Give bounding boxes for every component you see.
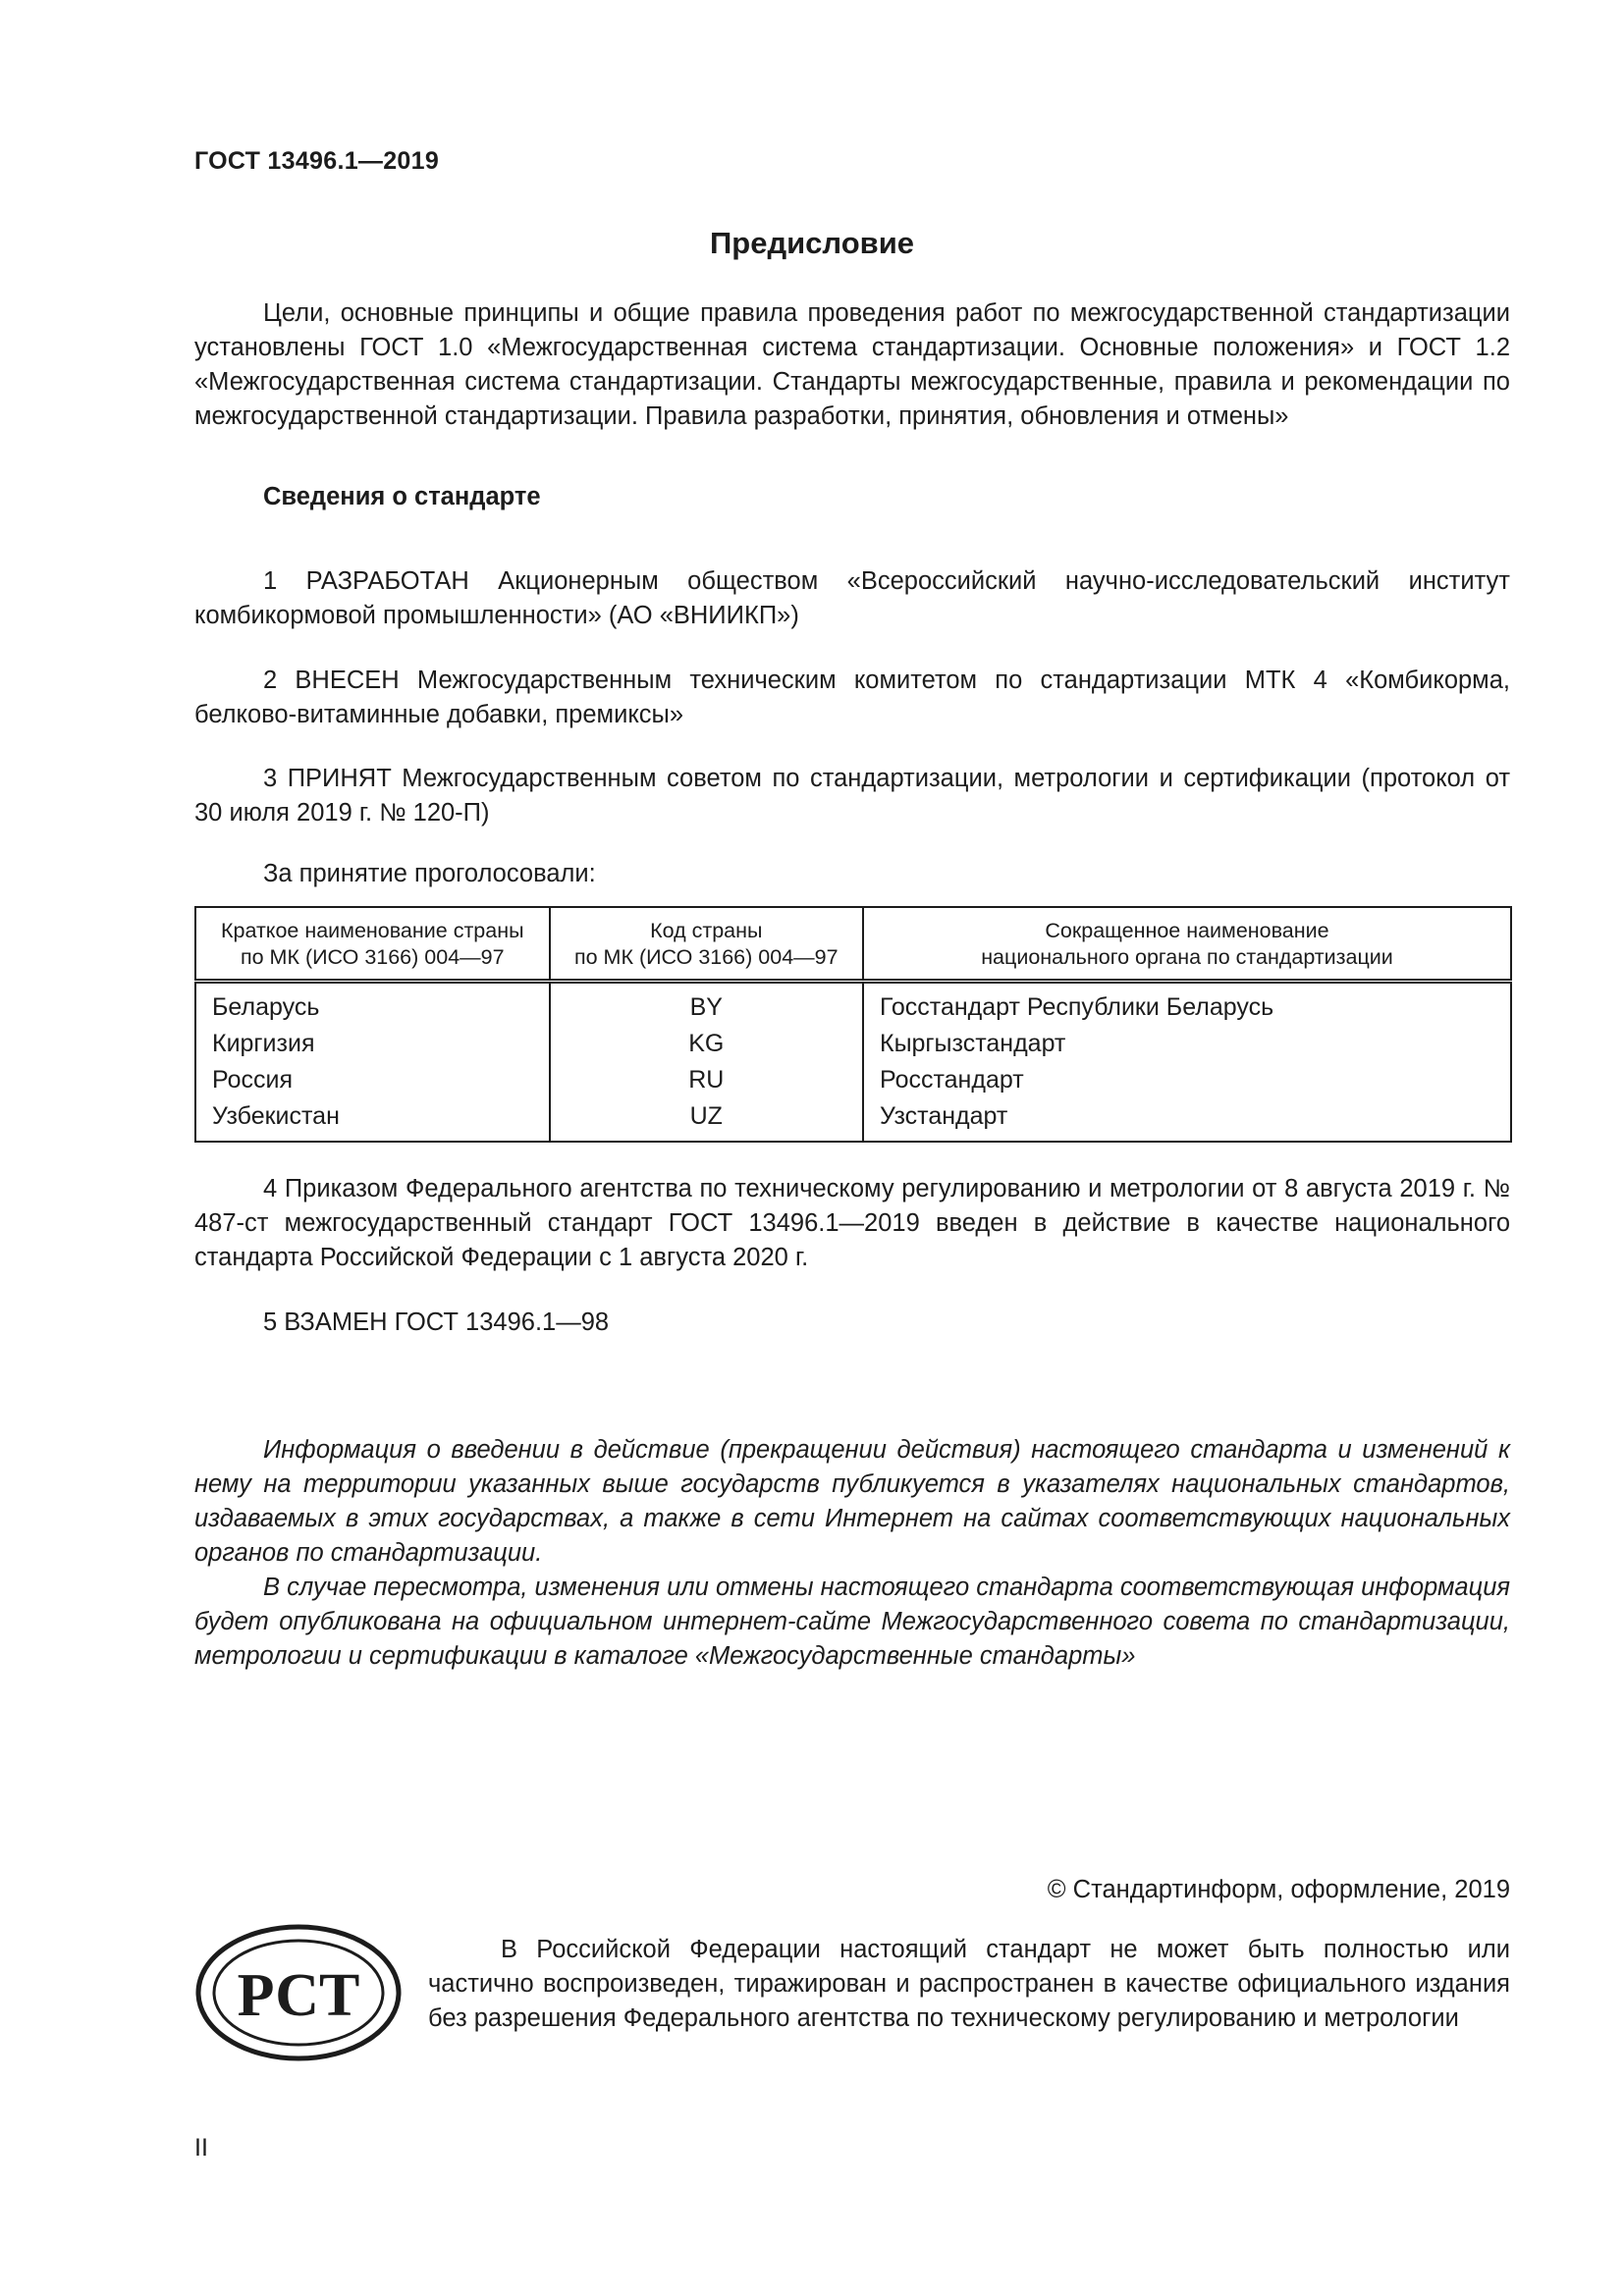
document-code: ГОСТ 13496.1—2019 xyxy=(194,147,440,175)
copyright-notice: © Стандартинформ, оформление, 2019 xyxy=(1047,1876,1510,1903)
cell-code: UZ xyxy=(550,1098,863,1142)
cell-body: Узстандарт xyxy=(863,1098,1511,1142)
item-introduced: 2 ВНЕСЕН Межгосударственным техническим комитетом по стандартизации МТК 4 «Комбикорма, белково-витаминные добавки, премиксы» xyxy=(194,667,1510,728)
cell-country: Россия xyxy=(195,1062,550,1098)
cell-country: Беларусь xyxy=(195,982,550,1027)
table-row xyxy=(195,1098,1511,1142)
item-developed: 1 РАЗРАБОТАН Акционерным обществом «Всероссийский научно-исследовательский институт комбикормовой промышленности» (АО «ВНИИКП») xyxy=(194,567,1510,629)
voting-table xyxy=(194,906,1512,1143)
header-code: Код страны по МК (ИСО 3166) 004—97 xyxy=(550,907,863,982)
header-country: Краткое наименование страны по МК (ИСО 3166) 004—97 xyxy=(195,907,550,982)
cell-body: Росстандарт xyxy=(863,1062,1511,1098)
cell-code: RU xyxy=(550,1062,863,1098)
cell-country: Узбекистан xyxy=(195,1098,550,1142)
reproduction-rights-notice: В Российской Федерации настоящий стандарт не может быть полностью или частично воспроизведен, тиражирован и распространен в качестве официального издания без разрешения Федерального агентства по техническому регулированию и метрологии xyxy=(428,1936,1510,2032)
table-row xyxy=(195,982,1511,1027)
table-row xyxy=(195,1026,1511,1062)
logo-lettering: РСТ xyxy=(237,1962,360,2029)
cell-body: Госстандарт Республики Беларусь xyxy=(863,982,1511,1027)
table-row xyxy=(195,1062,1511,1098)
cell-code: BY xyxy=(550,982,863,1027)
standard-info-heading: Сведения о стандарте xyxy=(263,483,541,510)
cell-code: KG xyxy=(550,1026,863,1062)
section-title: Предисловие xyxy=(709,226,914,260)
item-replaces: 5 ВЗАМЕН ГОСТ 13496.1—98 xyxy=(263,1308,610,1336)
revision-paragraph: В случае пересмотра, изменения или отмены настоящего стандарта соответствующая информация будет опубликована на официальном интернет-сайте Межгосударственного совета по стандартизации, метрологии и сертификации в каталоге «Межгосударственные стандарты» xyxy=(194,1574,1510,1670)
page-number: II xyxy=(194,2134,208,2162)
item-order: 4 Приказом Федерального агентства по техническому регулированию и метрологии от 8 августа 2019 г. № 487-ст межгосударственный стандарт ГОСТ 13496.1—2019 введен в действие в качестве национального стандарта Российской Федерации с 1 августа 2020 г. xyxy=(194,1175,1510,1271)
header-body: Сокращенное наименование национального органа по стандартизации xyxy=(863,907,1511,982)
info-paragraph: Информация о введении в действие (прекращении действия) настоящего стандарта и изменений к нему на территории указанных выше государств публикуется в указателях национальных стандартов, издаваемых в этих государствах, а также в сети Интернет на сайтах соответствующих национальных органов по стандартизации. xyxy=(194,1436,1510,1567)
cell-body: Кыргызстандарт xyxy=(863,1026,1511,1062)
item-adopted: 3 ПРИНЯТ Межгосударственным советом по стандартизации, метрологии и сертификации (протокол от 30 июля 2019 г. № 120-П) xyxy=(194,765,1510,827)
rst-mark-logo xyxy=(194,1922,403,2063)
cell-country: Киргизия xyxy=(195,1026,550,1062)
table-header-row xyxy=(195,907,1511,982)
voted-label: За принятие проголосовали: xyxy=(263,860,596,887)
intro-paragraph: Цели, основные принципы и общие правила проведения работ по межгосударственной стандартизации установлены ГОСТ 1.0 «Межгосударственная система стандартизации. Основные положения» и ГОСТ 1.2 «Межгосударственная система стандартизации. Стандарты межгосударственные, правила и рекомендации по межгосударственной стандартизации. Правила разработки, принятия, обновления и отмены» xyxy=(194,299,1510,430)
